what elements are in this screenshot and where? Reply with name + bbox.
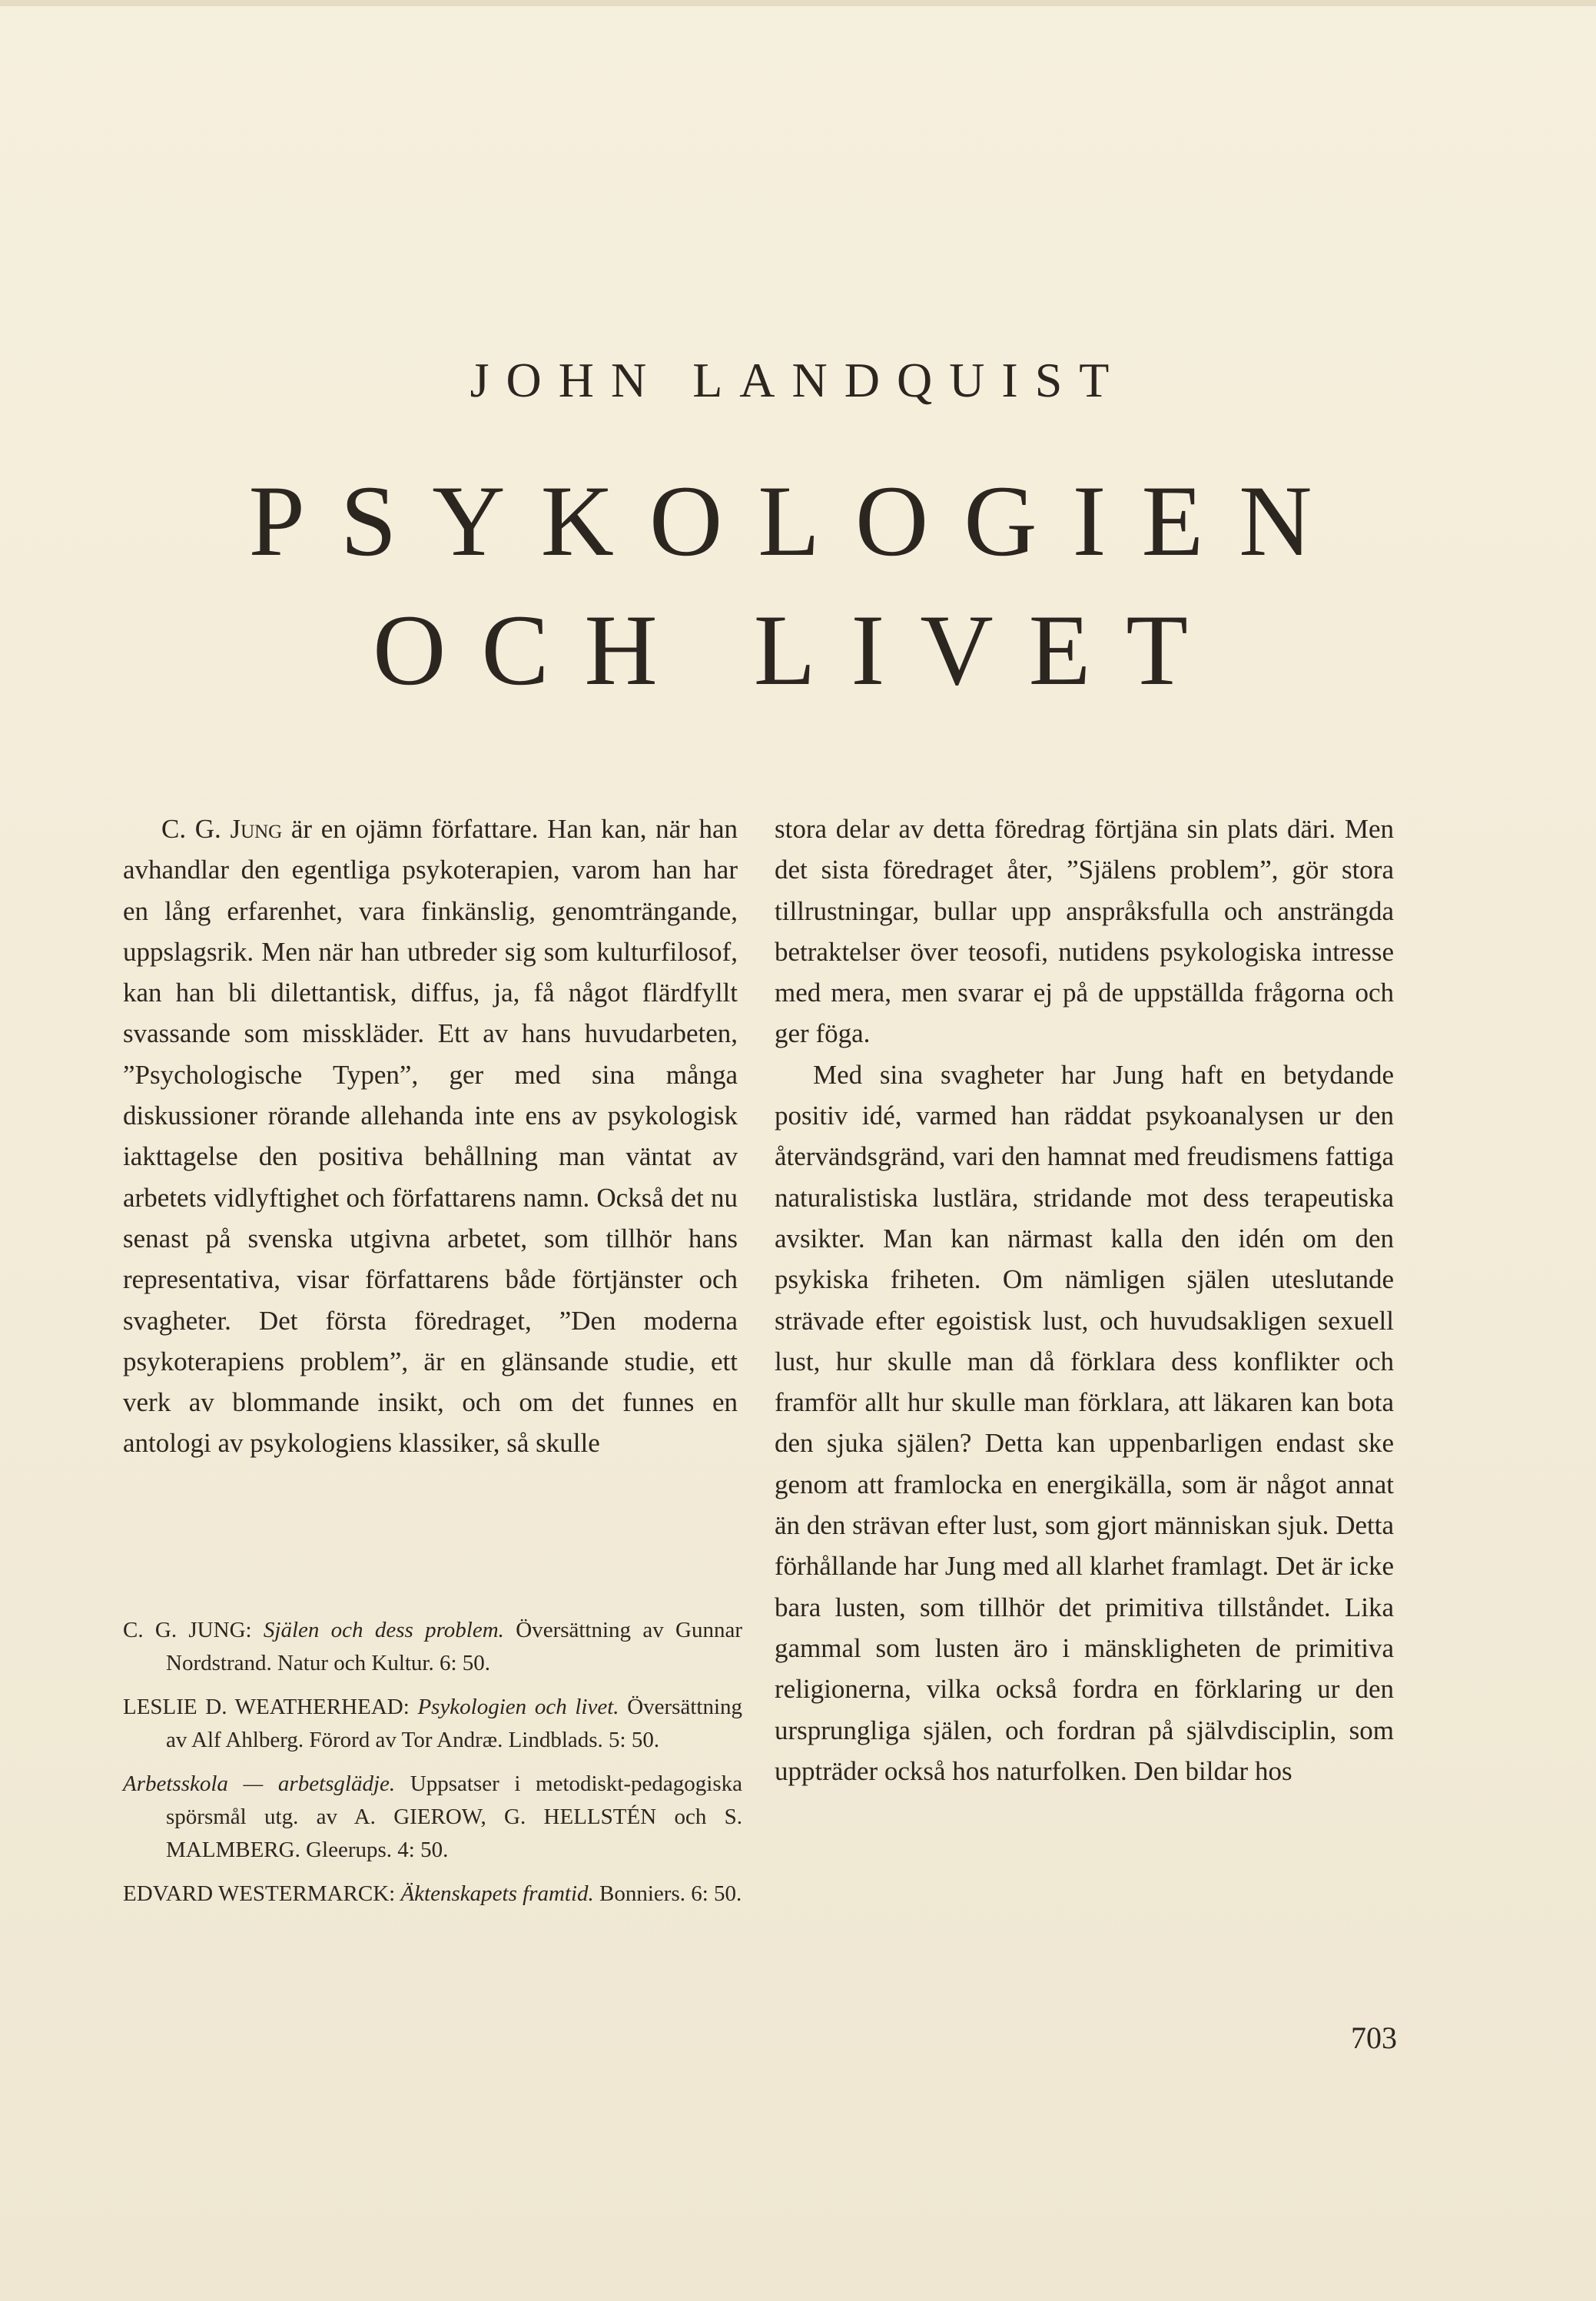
reference-details: Översättning av Gunnar Nordstrand. Natur och Kultur. 6: 50. [166, 1618, 743, 1675]
article-title-line-1: PSYKOLOGIEN [248, 464, 1348, 577]
page-edge [0, 0, 1596, 6]
right-column [775, 809, 1394, 1791]
article-title-line-2: OCH LIVET [373, 593, 1223, 706]
reference-item [123, 1691, 742, 1757]
right-paragraph-1: stora delar av detta föredrag förtjäna sin plats däri. Men det sista föredraget åter, ”Själens problem”, gör stora tillrustningar, bullar upp anspråksfulla och ansträngda betraktelser över teosofi, nutidens psykologiska intresse med mera, men svarar ej på de uppställda frågorna och ger föga. [775, 814, 1394, 1049]
reference-author: EDVARD WESTERMARCK: [123, 1881, 396, 1906]
reference-details: Uppsatser i metodiskt-pedagogiska spörsmål utg. av A. GIEROW, G. HELLSTÉN och S. MALMBERG. Gleerups. 4: 50. [166, 1771, 743, 1862]
right-paragraph-2: Med sina svagheter har Jung haft en betydande positiv idé, varmed han räddat psykoanalysen ur den återvändsgränd, vari den hamnat med freudismens fattiga naturalistiska lustlära, stridande mot dess terapeutiska avsikter. Man kan närmast kalla den idén om den psykiska friheten. Om nämligen själen uteslutande strävade efter egoistisk lust, och huvudsakligen sexuell lust, hur skulle man då förklara dess konflikter och framför allt hur skulle man förklara, att läkaren kan bota den sjuka själen? Detta kan uppenbarligen endast ske genom att framlocka en energikälla, som är något annat än den strävan efter lust, som gjort människan sjuk. Detta förhållande har Jung med all klarhet framlagt. Det är icke bara lusten, som tillhör det primitiva tillståndet. Lika gammal som lusten äro i mänskligheten de primitiva religionerna, vilka också fordra en förklaring ur den ursprungliga själen, och fordran på självdisciplin, som uppträder också hos naturfolken. Den bildar hos [775, 1059, 1394, 1786]
author-name: JOHN LANDQUIST [470, 353, 1126, 407]
left-column [123, 809, 738, 1464]
left-paragraph-1 [123, 809, 738, 1464]
intro-name: C. G. Jung [161, 814, 283, 844]
reference-item [123, 1614, 742, 1680]
reference-item [123, 1878, 742, 1911]
page-number: 703 [1351, 2020, 1397, 2055]
reference-work: Själen och dess problem. [263, 1618, 504, 1642]
reference-work: Arbetsskola — arbetsglädje. [123, 1771, 396, 1796]
reference-author: LESLIE D. WEATHERHEAD: [123, 1695, 410, 1719]
left-paragraph-1-text: är en ojämn författare. Han kan, när han avhandlar den egentliga psykoterapien, varom han har en lång erfarenhet, vara finkänslig, genomträngande, uppslagsrik. Men när han utbreder sig som kulturfilosof, kan han bli dilettantisk, diffus, ja, få något flärdfyllt svassande som misskläder. Ett av hans huvudarbeten, ”Psychologische Typen”, ger med sina många diskussioner rörande allehanda inte ens av psykologisk iakttagelse den positiva behållning man väntat av arbetets vidlyftighet och författarens namn. Också det nu senast på svenska utgivna arbetet, som tillhör hans representativa, visar författarens både förtjänster och svagheter. Det första föredraget, ”Den moderna psykoterapiens problem”, är en glänsande studie, ett verk av blommande insikt, och om det funnes en antologi av psykologiens klassiker, så skulle [123, 814, 738, 1459]
reviewed-works-list [123, 1614, 742, 1921]
reference-item [123, 1768, 742, 1867]
reference-work: Psykologien och livet. [417, 1695, 619, 1719]
reference-work: Äktenskapets framtid. [400, 1881, 594, 1906]
reference-author: C. G. JUNG: [123, 1618, 252, 1642]
reference-details: Bonniers. 6: 50. [599, 1881, 742, 1906]
reference-details: Översättning av Alf Ahlberg. Förord av Tor Andræ. Lindblads. 5: 50. [166, 1695, 743, 1752]
